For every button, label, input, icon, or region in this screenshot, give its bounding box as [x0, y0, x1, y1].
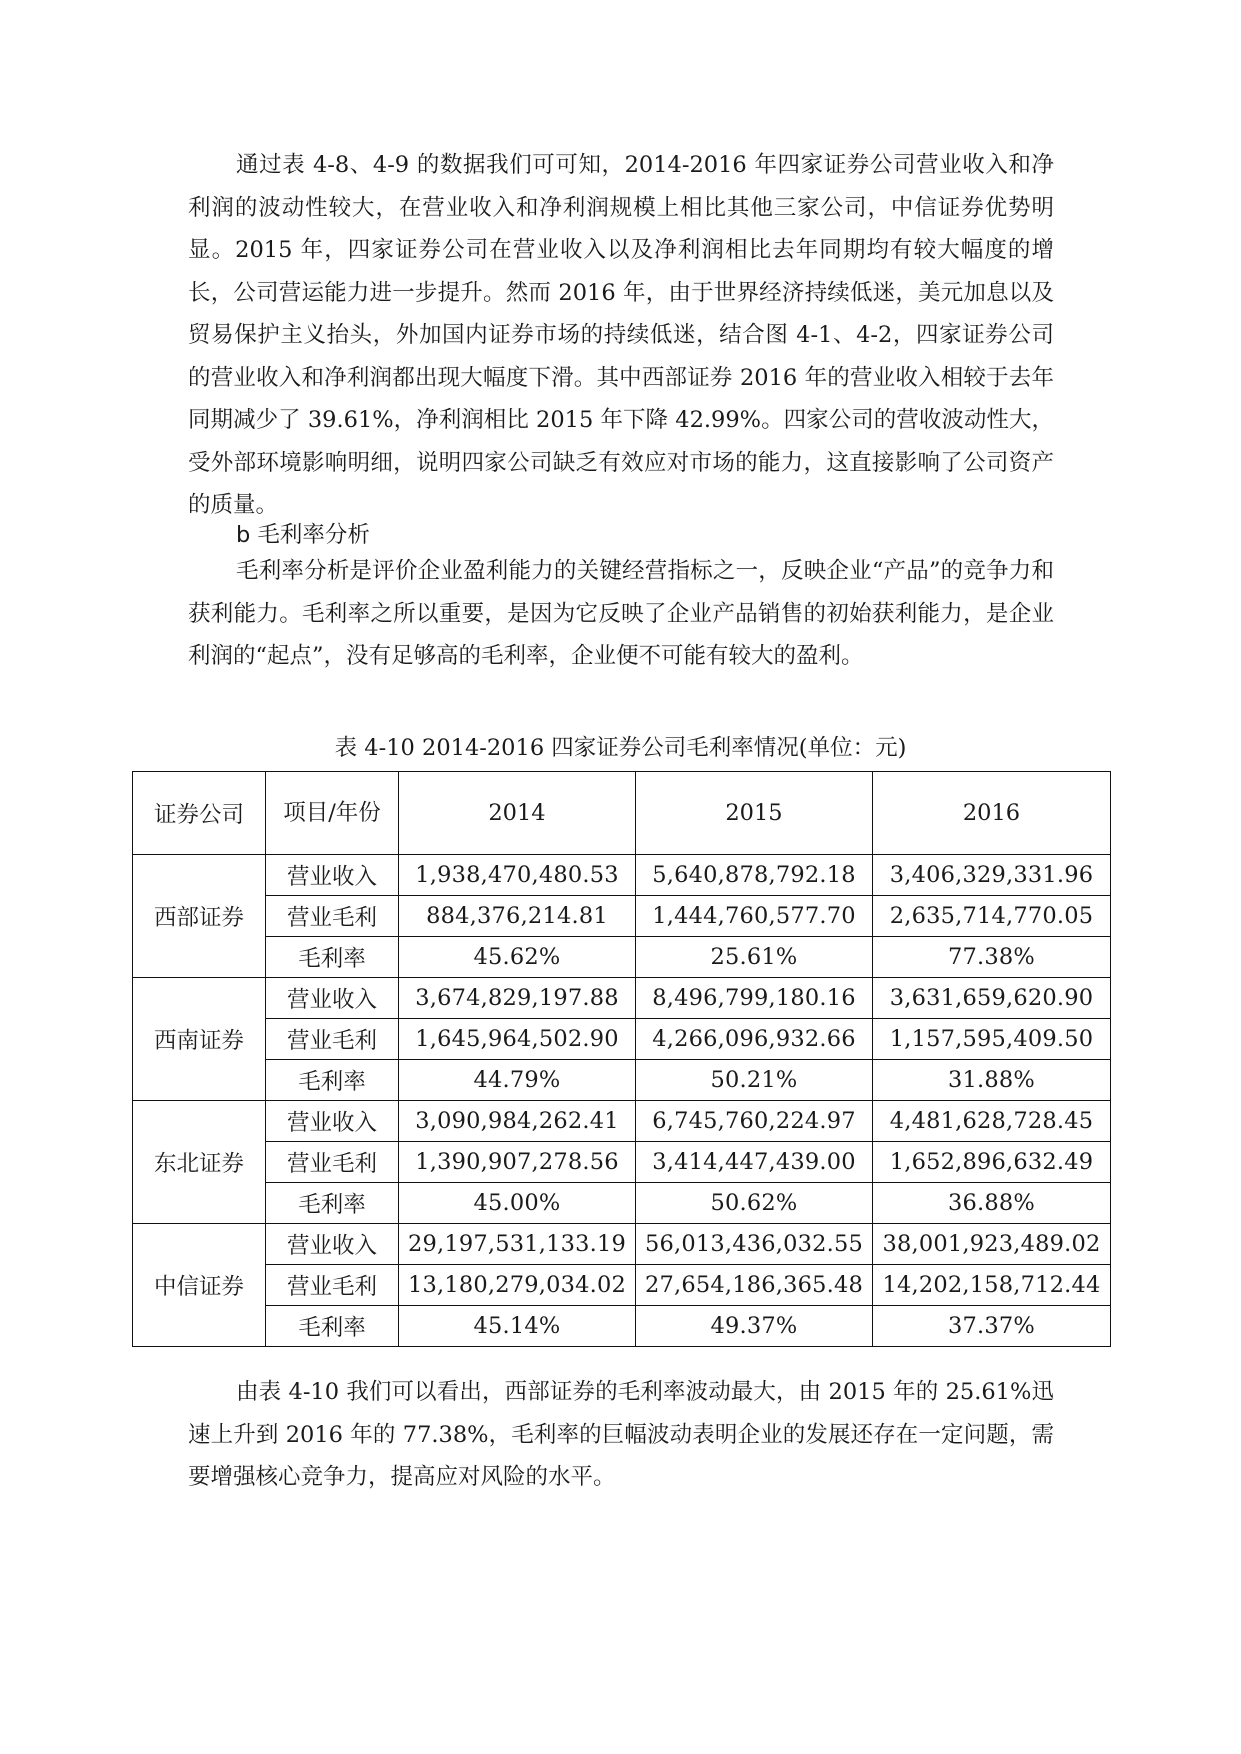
- value-cell: 4,481,628,728.45: [873, 1101, 1111, 1142]
- value-cell: 4,266,096,932.66: [636, 1019, 873, 1060]
- value-cell: 29,197,531,133.19: [399, 1224, 636, 1265]
- value-cell: 3,090,984,262.41: [399, 1101, 636, 1142]
- section-heading: b 毛利率分析: [236, 522, 370, 548]
- table-row: [133, 1142, 1111, 1183]
- metric-label-cell: 毛利率: [266, 1183, 399, 1224]
- value-cell: 77.38%: [873, 937, 1111, 978]
- margin-paragraph-block: [188, 550, 1054, 678]
- company-name-cell: 东北证券: [133, 1101, 266, 1224]
- value-cell: 3,406,329,331.96: [873, 855, 1111, 896]
- metric-label-cell: 营业毛利: [266, 1142, 399, 1183]
- metric-label-cell: 毛利率: [266, 1306, 399, 1347]
- value-cell: 1,444,760,577.70: [636, 896, 873, 937]
- value-cell: 38,001,923,489.02: [873, 1224, 1111, 1265]
- value-cell: 36.88%: [873, 1183, 1111, 1224]
- value-cell: 6,745,760,224.97: [636, 1101, 873, 1142]
- table-row: [133, 978, 1111, 1019]
- table-row: [133, 1060, 1111, 1101]
- table-row: [133, 855, 1111, 896]
- value-cell: 45.14%: [399, 1306, 636, 1347]
- value-cell: 13,180,279,034.02: [399, 1265, 636, 1306]
- company-name-cell: 中信证券: [133, 1224, 266, 1347]
- metric-label-cell: 营业毛利: [266, 1265, 399, 1306]
- metric-label-cell: 营业毛利: [266, 896, 399, 937]
- value-cell: 3,414,447,439.00: [636, 1142, 873, 1183]
- header-item-year: 项目/年份: [266, 772, 399, 855]
- value-cell: 50.21%: [636, 1060, 873, 1101]
- value-cell: 45.00%: [399, 1183, 636, 1224]
- value-cell: 50.62%: [636, 1183, 873, 1224]
- gross-margin-table: [132, 771, 1111, 1347]
- margin-paragraph: 毛利率分析是评价企业盈利能力的关键经营指标之一，反映企业“产品”的竞争力和获利能力。毛利率之所以重要，是因为它反映了企业产品销售的初始获利能力，是企业利润的“起点”，没有足够高的毛利率，企业便不可能有较大的盈利。: [188, 558, 1054, 669]
- metric-label-cell: 营业收入: [266, 855, 399, 896]
- value-cell: 25.61%: [636, 937, 873, 978]
- header-2014: 2014: [399, 772, 636, 855]
- value-cell: 5,640,878,792.18: [636, 855, 873, 896]
- table-row: [133, 1101, 1111, 1142]
- table-row: [133, 937, 1111, 978]
- value-cell: 1,938,470,480.53: [399, 855, 636, 896]
- value-cell: 1,652,896,632.49: [873, 1142, 1111, 1183]
- conclusion-paragraph: 由表 4-10 我们可以看出，西部证券的毛利率波动最大，由 2015 年的 25.61%迅速上升到 2016 年的 77.38%，毛利率的巨幅波动表明企业的发展还存在一定问题，需要增强核心竞争力，提高应对风险的水平。: [188, 1379, 1054, 1490]
- value-cell: 44.79%: [399, 1060, 636, 1101]
- intro-paragraph: 通过表 4-8、4-9 的数据我们可可知，2014-2016 年四家证券公司营业收入和净利润的波动性较大，在营业收入和净利润规模上相比其他三家公司，中信证券优势明显。2015 年，四家证券公司在营业收入以及净利润相比去年同期均有较大幅度的增长，公司营运能力进一步提升。然而 2016 年，由于世界经济持续低迷，美元加息以及贸易保护主义抬头，外加国内证券市场的持续低迷，结合图 4-1、4-2，四家证券公司的营业收入和净利润都出现大幅度下滑。其中西部证券 2016 年的营业收入相较于去年同期减少了 39.61%，净利润相比 2015 年下降 42.99%。四家公司的营收波动性大，受外部环境影响明细，说明四家公司缺乏有效应对市场的能力，这直接影响了公司资产的质量。: [188, 152, 1054, 518]
- value-cell: 1,157,595,409.50: [873, 1019, 1111, 1060]
- value-cell: 2,635,714,770.05: [873, 896, 1111, 937]
- metric-label-cell: 营业收入: [266, 1224, 399, 1265]
- company-name-cell: 西部证券: [133, 855, 266, 978]
- value-cell: 49.37%: [636, 1306, 873, 1347]
- header-2016: 2016: [873, 772, 1111, 855]
- table-row: [133, 1306, 1111, 1347]
- value-cell: 37.37%: [873, 1306, 1111, 1347]
- metric-label-cell: 营业收入: [266, 1101, 399, 1142]
- value-cell: 884,376,214.81: [399, 896, 636, 937]
- table-row: [133, 1265, 1111, 1306]
- value-cell: 14,202,158,712.44: [873, 1265, 1111, 1306]
- table-row: [133, 1019, 1111, 1060]
- metric-label-cell: 毛利率: [266, 1060, 399, 1101]
- value-cell: 56,013,436,032.55: [636, 1224, 873, 1265]
- value-cell: 1,390,907,278.56: [399, 1142, 636, 1183]
- table-caption: 表 4-10 2014-2016 四家证券公司毛利率情况(单位：元): [334, 735, 907, 761]
- metric-label-cell: 营业毛利: [266, 1019, 399, 1060]
- header-2015: 2015: [636, 772, 873, 855]
- intro-paragraph-block: [188, 144, 1054, 527]
- value-cell: 3,674,829,197.88: [399, 978, 636, 1019]
- value-cell: 45.62%: [399, 937, 636, 978]
- value-cell: 3,631,659,620.90: [873, 978, 1111, 1019]
- table-row: [133, 1224, 1111, 1265]
- table-row: [133, 896, 1111, 937]
- table-header-row: [133, 772, 1111, 855]
- value-cell: 8,496,799,180.16: [636, 978, 873, 1019]
- metric-label-cell: 营业收入: [266, 978, 399, 1019]
- value-cell: 1,645,964,502.90: [399, 1019, 636, 1060]
- value-cell: 27,654,186,365.48: [636, 1265, 873, 1306]
- value-cell: 31.88%: [873, 1060, 1111, 1101]
- company-name-cell: 西南证券: [133, 978, 266, 1101]
- metric-label-cell: 毛利率: [266, 937, 399, 978]
- conclusion-paragraph-block: [188, 1371, 1054, 1499]
- header-company: 证券公司: [133, 772, 266, 855]
- table-row: [133, 1183, 1111, 1224]
